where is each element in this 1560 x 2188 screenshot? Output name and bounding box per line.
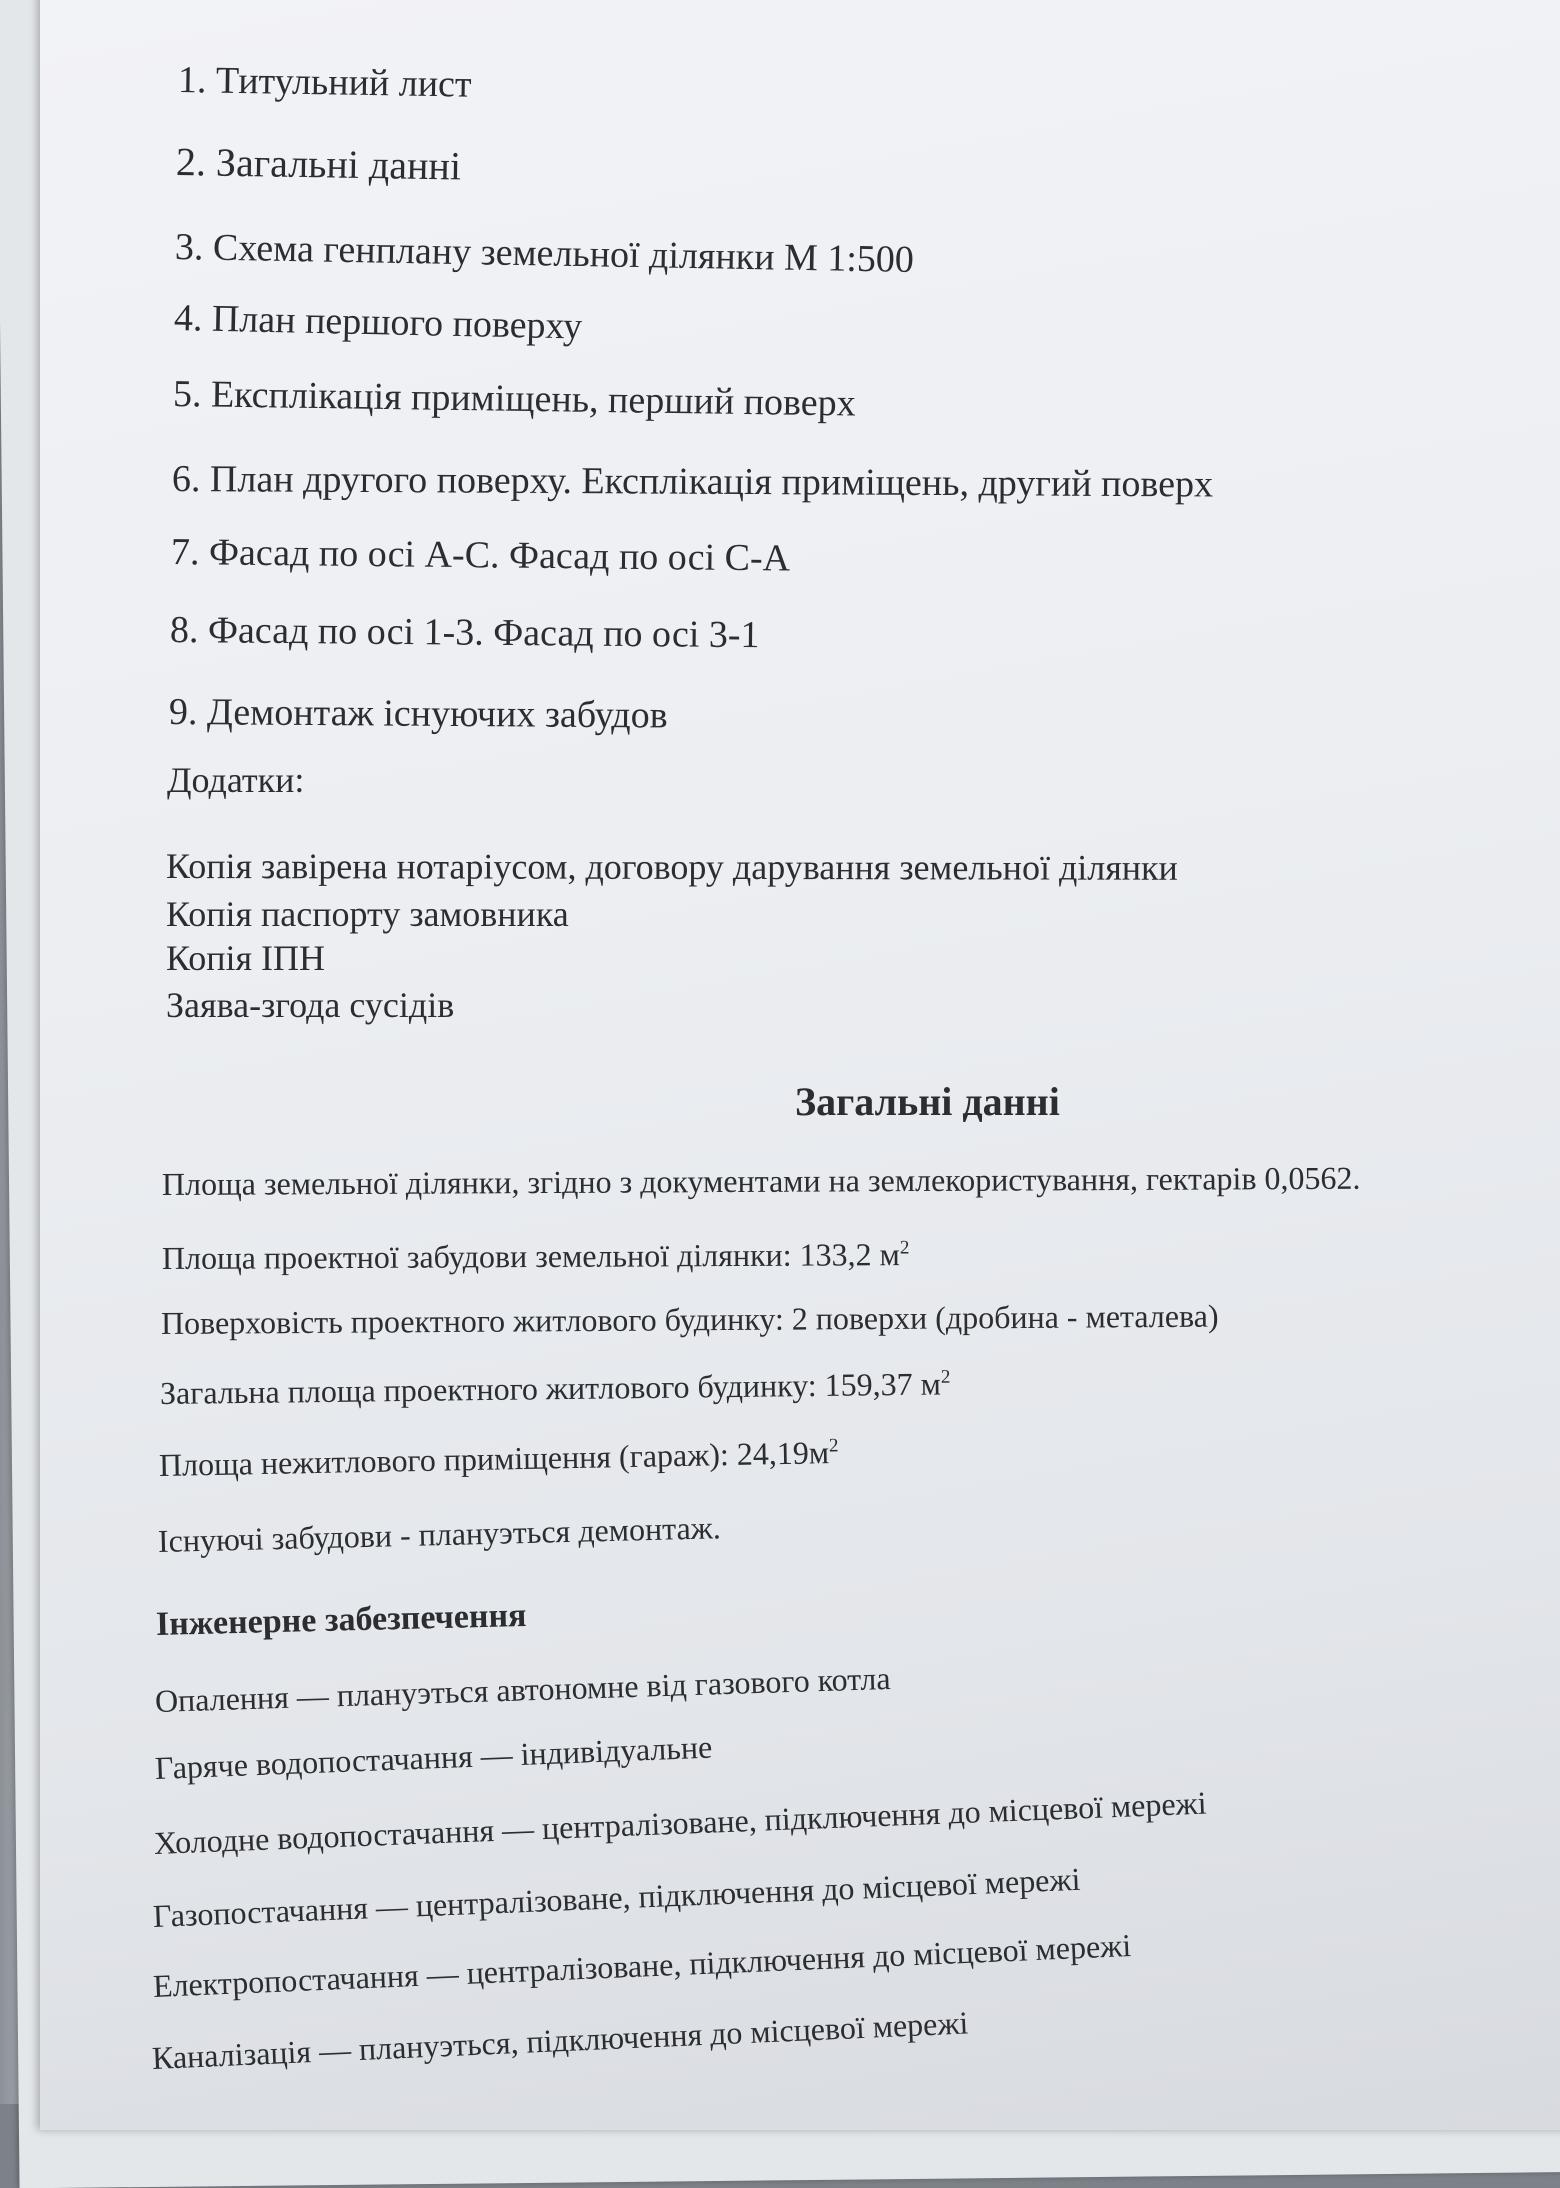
superscript: 2 [940,1366,951,1388]
engineering-item: Газопостачання — централізоване, підключення до місцевої мережі [152,1860,1082,1934]
garage-area-text: Площа нежитлового приміщення (гараж): $24,19м^2$ [158,1434,839,1483]
toc-item: 8. Фасад по осі 1-3. Фасад по осі 3-1 [169,609,760,657]
toc-item: 5. Експлікація приміщень, перший поверх [172,373,856,425]
superscript: 2 [899,1237,910,1259]
storeys-text: Поверховість проектного житлового будинку: 2 поверхи (дробина - металева) [160,1297,1219,1341]
toc-item: 1. Титульний лист [177,59,472,106]
attachment-item: Копія завірена нотаріусом, договору дарування земельної ділянки [165,846,1178,888]
attachment-item: Копія ІПН [166,938,326,978]
toc-item: 9. Демонтаж існуючих забудов [168,691,668,737]
plot-area-text: Площа земельної ділянки, згідно з документами на землекористування, гектарів 0,0562. [161,1159,1361,1202]
toc-item: 7. Фасад по осі А-С. Фасад по осі С-А [170,531,791,580]
engineering-item: Холодне водопостачання — централізоване, підключення до місцевої мережі [153,1784,1208,1861]
engineering-heading: Інженерне забезпечення [155,1596,527,1643]
toc-item: 4. План першого поверху [173,297,583,348]
attachments-heading: Додатки: [167,760,305,800]
built-area-text: Площа проектної забудови земельної ділянки: 133,2 $м^2$ [161,1236,910,1276]
engineering-item: Каналізація — плануэться, підключення до місцевої мережі [151,2004,969,2076]
engineering-item: Опалення — плануэться автономне від газового котла [154,1659,892,1719]
engineering-item: Гаряче водопостачання — індивідуальне [154,1728,713,1786]
toc-item: 2. Загальні данні [175,139,462,189]
existing-buildings-text: Існуючі забудови - плануэться демонтаж. [157,1509,722,1559]
total-area-text: Загальна площа проектного житлового будинку: 159,37 $м^2$ [159,1365,951,1411]
toc-item: 6. План другого поверху. Експлікація приміщень, другий поверх [171,458,1214,506]
attachment-item: Копія паспорту замовника [166,894,569,934]
attachment-item: Заява-згода сусідів [166,985,455,1025]
superscript: 2 [828,1435,839,1457]
section-title: Загальні данні [795,1079,1060,1124]
engineering-item: Електропостачання — централізоване, підключення до місцевої мережі [152,1927,1132,2004]
toc-item: 3. Схема генплану земельної ділянки М 1:500 [174,226,915,281]
